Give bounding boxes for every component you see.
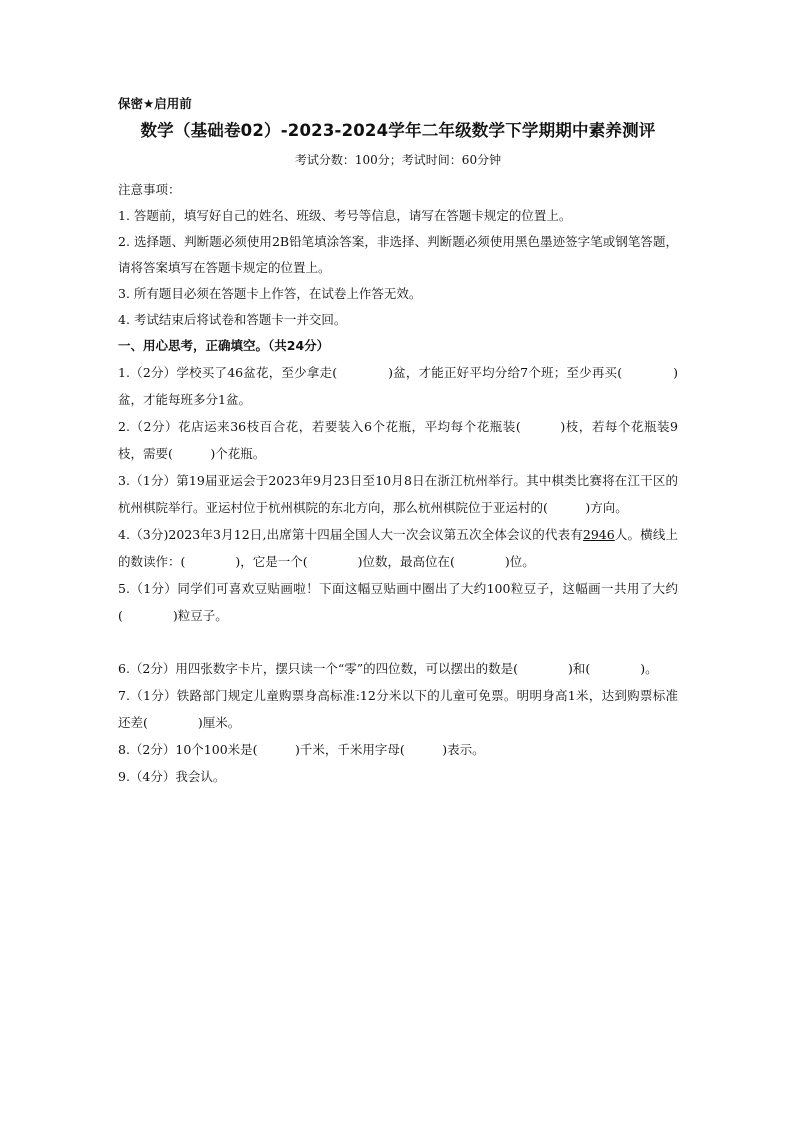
section-heading: 一、用心思考，正确填空。（共24分） [118,338,330,353]
image-placeholder-gap [118,629,678,655]
question-8: 8.（2分）10个100米是( )千米，千米用字母( )表示。 [118,742,485,757]
question-9: 9.（4分）我会认。 [118,769,226,784]
question-5: 5.（1分）同学们可喜欢豆贴画啦！下面这幅豆贴画中圈出了大约100粒豆子，这幅画一共用了大约( )粒豆子。 [118,581,678,623]
page-title: 数学（基础卷02）-2023-2024学年二年级数学下学期期中素养测评 [140,121,656,140]
question-4 [118,521,678,575]
notes-heading: 注意事项： [118,182,181,197]
question-4-text-a: 4.（3分)2023年3月12日,出席第十四届全国人大一次会议第五次全体会议的代表有 [118,527,583,542]
page-content [118,95,678,790]
question-1: 1.（2分）学校买了46盆花，至少拿走( )盆，才能正好平均分给7个班；至少再买( )盆，才能每班多分1盆。 [118,365,678,407]
question-2: 2.（2分）花店运来36枝百合花，若要装入6个花瓶，平均每个花瓶装( )枝，若每个花瓶装9枝，需要( )个花瓶。 [118,419,678,461]
exam-info: 考试分数：100分；考试时间：60分钟 [294,153,502,167]
question-3: 3.（1分）第19届亚运会于2023年9月23日至10月8日在浙江杭州举行。其中棋类比赛将在江干区的杭州棋院举行。亚运村位于杭州棋院的东北方向，那么杭州棋院位于亚运村的( )方向。 [118,473,678,515]
question-7: 7.（1分）铁路部门规定儿童购票身高标准:12分米以下的儿童可免票。明明身高1米，达到购票标准还差( )厘米。 [118,688,678,730]
note-item-1: 1. 答题前，填写好自己的姓名、班级、考号等信息，请写在答题卡规定的位置上。 [118,208,572,223]
note-item-2: 2. 选择题、判断题必须使用2B铅笔填涂答案，非选择、判断题必须使用黑色墨迹签字笔或钢笔答题，请将答案填写在答题卡规定的位置上。 [118,234,678,275]
confidential-label: 保密★启用前 [118,96,192,111]
note-item-4: 4. 考试结束后将试卷和答题卡一并交回。 [118,312,347,327]
note-item-3: 3. 所有题目必须在答题卡上作答，在试卷上作答无效。 [118,286,422,301]
question-6: 6.（2分）用四张数字卡片，摆只读一个“零”的四位数，可以摆出的数是( )和( )。 [118,661,658,676]
question-4-underlined-number: 2946 [582,527,615,542]
question-4-text-b: 人。横线上的数读作：( )，它是一个( )位数，最高位在( )位。 [118,527,678,569]
